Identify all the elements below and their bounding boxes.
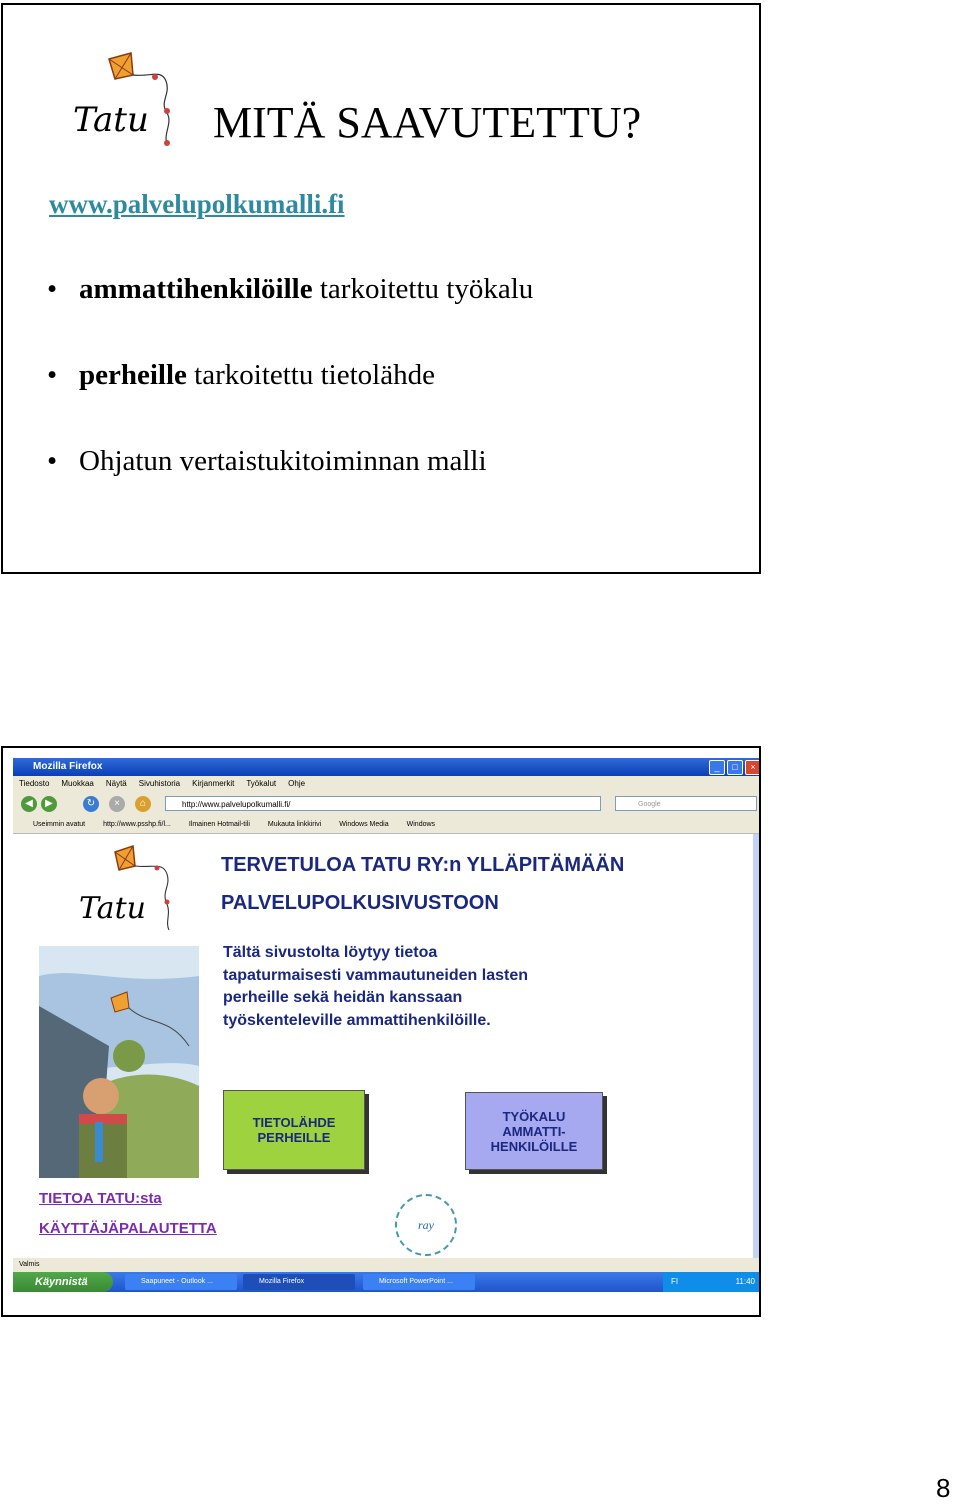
minimize-icon[interactable]: _ xyxy=(709,760,725,775)
site-logo xyxy=(75,844,185,934)
navigation-toolbar xyxy=(13,792,761,817)
bullet-list xyxy=(47,273,533,531)
menu-item[interactable]: Ohje xyxy=(288,779,306,788)
clock: 11:40 xyxy=(735,1277,755,1286)
slide-title: MITÄ SAAVUTETTU? xyxy=(213,98,642,147)
bullet-item: • perheille tarkoitettu tietolähde xyxy=(47,359,533,445)
web-page-content xyxy=(13,834,753,1258)
back-icon[interactable]: ◀ xyxy=(21,796,37,812)
slide-1 xyxy=(1,3,761,574)
families-info-button[interactable]: TIETOLÄHDE PERHEILLE xyxy=(223,1090,365,1170)
home-icon[interactable]: ⌂ xyxy=(135,796,151,812)
status-bar: Valmis xyxy=(13,1258,761,1272)
bookmark-item[interactable]: Mukauta linkkirivi xyxy=(267,821,322,828)
scrollbar[interactable] xyxy=(753,834,761,1258)
browser-screenshot xyxy=(13,758,761,1298)
slide-2 xyxy=(1,746,761,1317)
menu-item[interactable]: Näytä xyxy=(105,779,127,788)
kite-logo-icon xyxy=(71,51,181,151)
feedback-link[interactable]: KÄYTTÄJÄPALAUTETTA xyxy=(39,1220,217,1237)
close-icon[interactable]: × xyxy=(745,760,761,775)
window-title: Mozilla Firefox xyxy=(13,758,761,776)
maximize-icon[interactable]: □ xyxy=(727,760,743,775)
bullet-item: • ammattihenkilöille tarkoitettu työkalu xyxy=(47,273,533,359)
page-heading: TERVETULOA TATU RY:n YLLÄPITÄMÄÄN PALVELUPOLKUSIVUSTOON xyxy=(221,854,625,914)
bullet-item: • Ohjatun vertaistukitoiminnan malli xyxy=(47,445,533,531)
bookmark-item[interactable]: http://www.psshp.fi/l... xyxy=(103,821,171,828)
professionals-tool-button[interactable]: TYÖKALU AMMATTI- HENKILÖILLE xyxy=(465,1092,603,1170)
menu-item[interactable]: Työkalut xyxy=(246,779,277,788)
menu-item[interactable]: Muokkaa xyxy=(61,779,94,788)
menu-bar xyxy=(13,776,761,792)
bookmark-item[interactable]: Windows xyxy=(406,821,436,828)
logo-text: Tatu xyxy=(73,100,149,140)
bookmark-item[interactable]: Useimmin avatut xyxy=(33,821,86,828)
taskbar xyxy=(13,1272,761,1292)
kite-boy-illustration xyxy=(39,946,199,1178)
logo-text: Tatu xyxy=(79,891,146,926)
forward-icon[interactable]: ▶ xyxy=(41,796,57,812)
bookmark-item[interactable]: Ilmainen Hotmail-tili xyxy=(188,821,250,828)
system-tray xyxy=(663,1272,761,1292)
website-link[interactable]: www.palvelupolkumalli.fi xyxy=(49,189,345,219)
taskbar-item[interactable]: Microsoft PowerPoint ... xyxy=(363,1274,475,1290)
bookmarks-bar xyxy=(13,816,761,834)
intro-text: Tältä sivustolta löytyy tietoa tapaturmaisesti vammautuneiden lasten perheille sekä heidän kanssaan työskenteleville ammattihenkilöille. xyxy=(223,944,528,1029)
window-buttons xyxy=(709,760,761,775)
stop-icon[interactable]: × xyxy=(109,796,125,812)
ray-logo: ray xyxy=(395,1194,457,1256)
search-input[interactable]: Google xyxy=(615,796,757,811)
start-button[interactable]: Käynnistä xyxy=(13,1272,113,1292)
menu-item[interactable]: Sivuhistoria xyxy=(138,779,181,788)
kite-logo-icon xyxy=(75,844,185,934)
tatu-logo xyxy=(71,51,181,151)
about-tatu-link[interactable]: TIETOA TATU:sta xyxy=(39,1190,162,1207)
language-indicator[interactable]: FI xyxy=(671,1277,679,1286)
menu-item[interactable]: Tiedosto xyxy=(19,779,50,788)
reload-icon[interactable]: ↻ xyxy=(83,796,99,812)
address-bar[interactable]: http://www.palvelupolkumalli.fi/ xyxy=(165,796,601,811)
menu-item[interactable]: Kirjanmerkit xyxy=(192,779,235,788)
bookmark-item[interactable]: Windows Media xyxy=(339,821,389,828)
taskbar-item[interactable]: Mozilla Firefox xyxy=(243,1274,355,1290)
taskbar-item[interactable]: Saapuneet - Outlook ... xyxy=(125,1274,237,1290)
page-number: 8 xyxy=(936,1473,951,1503)
